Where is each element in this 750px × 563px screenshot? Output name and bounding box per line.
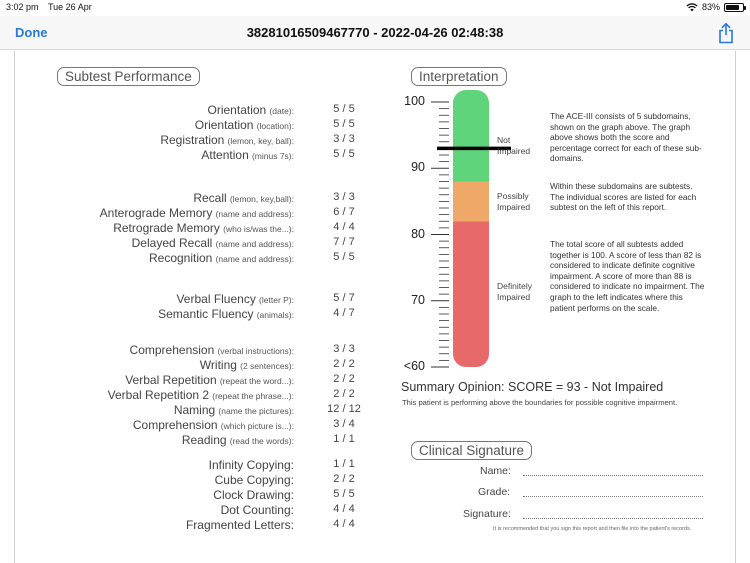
band-label-line: Impaired [497, 146, 531, 156]
subtest-label [208, 103, 294, 117]
signature-note: It is recommended that you sign this report and then file into the patient's records. [493, 526, 692, 532]
subtest-label [213, 488, 294, 502]
subtest-note: (verbal instructions): [217, 346, 294, 356]
subtest-note: (name and address): [215, 209, 294, 219]
subtest-row [15, 388, 375, 403]
subtest-label [113, 221, 294, 235]
subtest-row [15, 418, 375, 433]
subtest-row [15, 518, 375, 533]
subtest-label [125, 373, 294, 387]
subtest-name: Clock Drawing: [213, 488, 294, 502]
subtest-label [221, 503, 294, 517]
summary-opinion: Summary Opinion: SCORE = 93 - Not Impaired [401, 380, 664, 394]
subtest-note: (name and address): [215, 254, 294, 264]
subtest-label [108, 388, 294, 402]
subtest-row [15, 373, 375, 388]
subtest-name: Infinity Copying: [208, 458, 294, 472]
band-label [497, 135, 530, 157]
subtest-score: 5 / 5 [333, 251, 355, 263]
interpretation-paragraph: The total score of all subtests added together is 100. A score of less than 82 is considered to indicate definite cognitive impairment. A score of more than 88 is considered to indicate no impairment. The graph to the left indicates where this patient performs on the scale. [550, 239, 705, 313]
band-label-line: Definitely [497, 281, 532, 291]
subtest-name: Writing [199, 358, 237, 372]
subtest-name: Verbal Repetition [125, 373, 217, 387]
subtest-note: (name and address): [215, 239, 294, 249]
subtest-score: 12 / 12 [327, 403, 361, 415]
subtest-label [176, 292, 294, 306]
subtest-score: 3 / 4 [333, 418, 355, 430]
subtest-note: (repeat the word...): [219, 376, 294, 386]
subtest-name: Recall [193, 191, 227, 205]
subtest-name: Reading [181, 433, 227, 447]
subtest-score: 5 / 5 [333, 148, 355, 160]
grade-line[interactable] [523, 496, 703, 497]
subtest-label [100, 206, 294, 220]
band-label [497, 281, 532, 303]
status-right [686, 2, 744, 12]
band-not [453, 90, 489, 182]
subtest-score: 3 / 3 [333, 133, 355, 145]
subtest-label [195, 118, 294, 132]
subtest-row [15, 148, 375, 163]
subtest-note: (lemon, key,ball): [229, 194, 294, 204]
subtest-row [15, 221, 375, 236]
subtest-name: Anterograde Memory [99, 206, 213, 220]
status-date: Tue 26 Apr [48, 2, 92, 12]
subtest-label [160, 133, 294, 147]
subtest-name: Semantic Fluency [158, 307, 254, 321]
subtest-row [15, 503, 375, 518]
subtest-label [158, 307, 294, 321]
subtest-row [15, 251, 375, 266]
subtest-score: 3 / 3 [333, 343, 355, 355]
interpretation-title: Interpretation [411, 67, 507, 86]
subtest-row [15, 191, 375, 206]
subtest-name: Verbal Repetition 2 [107, 388, 210, 402]
subtest-score: 1 / 1 [333, 433, 355, 445]
interpretation-paragraph: Within these subdomains are subtests. The individual scores are listed for each subtest on the left of this report. [550, 181, 697, 213]
subtest-score: 4 / 4 [333, 518, 355, 530]
subtest-row [15, 473, 375, 488]
subtest-name: Comprehension [132, 418, 218, 432]
subtest-performance-title: Subtest Performance [57, 67, 200, 86]
subtest-note: (which picture is...): [220, 421, 294, 431]
subtest-name: Retrograde Memory [113, 221, 220, 235]
report-page [14, 51, 736, 563]
subtest-score: 5 / 7 [333, 292, 355, 304]
subtest-label [186, 518, 294, 532]
share-icon[interactable] [716, 22, 736, 44]
subtest-name: Naming [173, 403, 216, 417]
subtest-name: Orientation [194, 118, 254, 132]
subtest-name: Recognition [148, 251, 213, 265]
subtest-note: (name the pictures): [218, 406, 294, 416]
band-possibly [453, 182, 489, 222]
band-label [497, 191, 530, 213]
status-bar [0, 0, 750, 16]
band-label-line: Impaired [497, 202, 531, 212]
subtest-row [15, 433, 375, 448]
band-label-line: Possibly [497, 191, 529, 201]
subtest-label [182, 433, 294, 447]
subtest-name: Cube Copying: [214, 473, 294, 487]
subtest-label [193, 191, 294, 205]
subtest-row [15, 292, 375, 307]
subtest-row [15, 343, 375, 358]
subtest-score: 2 / 2 [333, 373, 355, 385]
subtest-row [15, 488, 375, 503]
grade-label: Grade: [478, 486, 511, 498]
axis-label: <60 [403, 359, 425, 373]
subtest-note: (lemon, key, ball): [227, 136, 294, 146]
subtest-row [15, 118, 375, 133]
subtest-note: (letter P): [259, 295, 294, 305]
subtest-name: Attention [201, 148, 249, 162]
subtest-name: Registration [160, 133, 225, 147]
subtest-name: Fragmented Letters: [185, 518, 294, 532]
subtest-name: Verbal Fluency [176, 292, 256, 306]
subtest-name: Dot Counting: [220, 503, 294, 517]
summary-description: This patient is performing above the boundaries for possible cognitive impairment. [402, 398, 678, 407]
subtest-score: 5 / 5 [333, 118, 355, 130]
subtest-score: 4 / 4 [333, 221, 355, 233]
subtest-score: 4 / 4 [333, 503, 355, 515]
subtest-note: (read the words): [229, 436, 294, 446]
subtest-label [132, 236, 294, 250]
subtest-note: (who is/was the...): [223, 224, 294, 234]
navigation-bar [0, 16, 750, 50]
wifi-icon [686, 3, 698, 12]
signature-line[interactable] [523, 518, 703, 519]
subtest-score: 2 / 2 [333, 358, 355, 370]
axis-label: 90 [411, 160, 425, 175]
subtest-label [133, 418, 294, 432]
band-label-line: Not [497, 135, 511, 145]
band-definitely [453, 221, 489, 367]
subtest-score: 2 / 2 [333, 473, 355, 485]
battery-percent: 83% [701, 2, 720, 12]
subtest-row [15, 403, 375, 418]
battery-icon [724, 3, 744, 12]
subtest-label [130, 343, 294, 357]
clinical-signature-title: Clinical Signature [411, 441, 532, 460]
subtest-row [15, 236, 375, 251]
subtest-note: (date): [269, 106, 294, 116]
band-label-line: Impaired [497, 292, 531, 302]
subtest-score: 4 / 7 [333, 307, 355, 319]
subtest-row [15, 458, 375, 473]
subtest-score: 2 / 2 [333, 388, 355, 400]
subtest-score: 5 / 5 [333, 103, 355, 115]
name-line[interactable] [523, 475, 703, 476]
subtest-score: 6 / 7 [333, 206, 355, 218]
axis-label: 70 [411, 292, 425, 307]
subtest-row [15, 206, 375, 221]
subtest-row [15, 358, 375, 373]
name-label: Name: [480, 465, 511, 477]
subtest-row [15, 133, 375, 148]
report-title: 38281016509467770 - 2022-04-26 02:48:38 [246, 25, 504, 40]
subtest-name: Orientation [207, 103, 267, 117]
subtest-label [174, 403, 294, 417]
subtest-row [15, 103, 375, 118]
status-time: 3:02 pm [6, 2, 39, 12]
subtest-note: (location): [256, 121, 294, 131]
subtest-label [215, 473, 294, 487]
subtest-label [201, 148, 294, 162]
signature-label: Signature: [463, 508, 511, 520]
subtest-row [15, 307, 375, 322]
subtest-name: Comprehension [129, 343, 215, 357]
subtest-label [209, 458, 294, 472]
axis-label: 100 [404, 94, 425, 108]
subtest-note: (minus 7s): [251, 151, 294, 161]
subtest-note: (repeat the phrase...): [212, 391, 294, 401]
subtest-label [200, 358, 294, 372]
interpretation-paragraph: The ACE-III consists of 5 subdomains, shown on the graph above. The graph above shows both the score and percentage correct for each of these sub-domains. [550, 111, 702, 164]
subtest-note: (animals): [256, 310, 294, 320]
subtest-name: Delayed Recall [131, 236, 213, 250]
subtest-score: 5 / 5 [333, 488, 355, 500]
subtest-note: (2 sentences): [240, 361, 294, 371]
subtest-label [149, 251, 294, 265]
done-button[interactable]: Done [15, 25, 48, 40]
subtest-score: 7 / 7 [333, 236, 355, 248]
band-group [453, 90, 489, 367]
subtest-score: 1 / 1 [333, 458, 355, 470]
subtest-score: 3 / 3 [333, 191, 355, 203]
axis-label: 80 [411, 226, 425, 241]
